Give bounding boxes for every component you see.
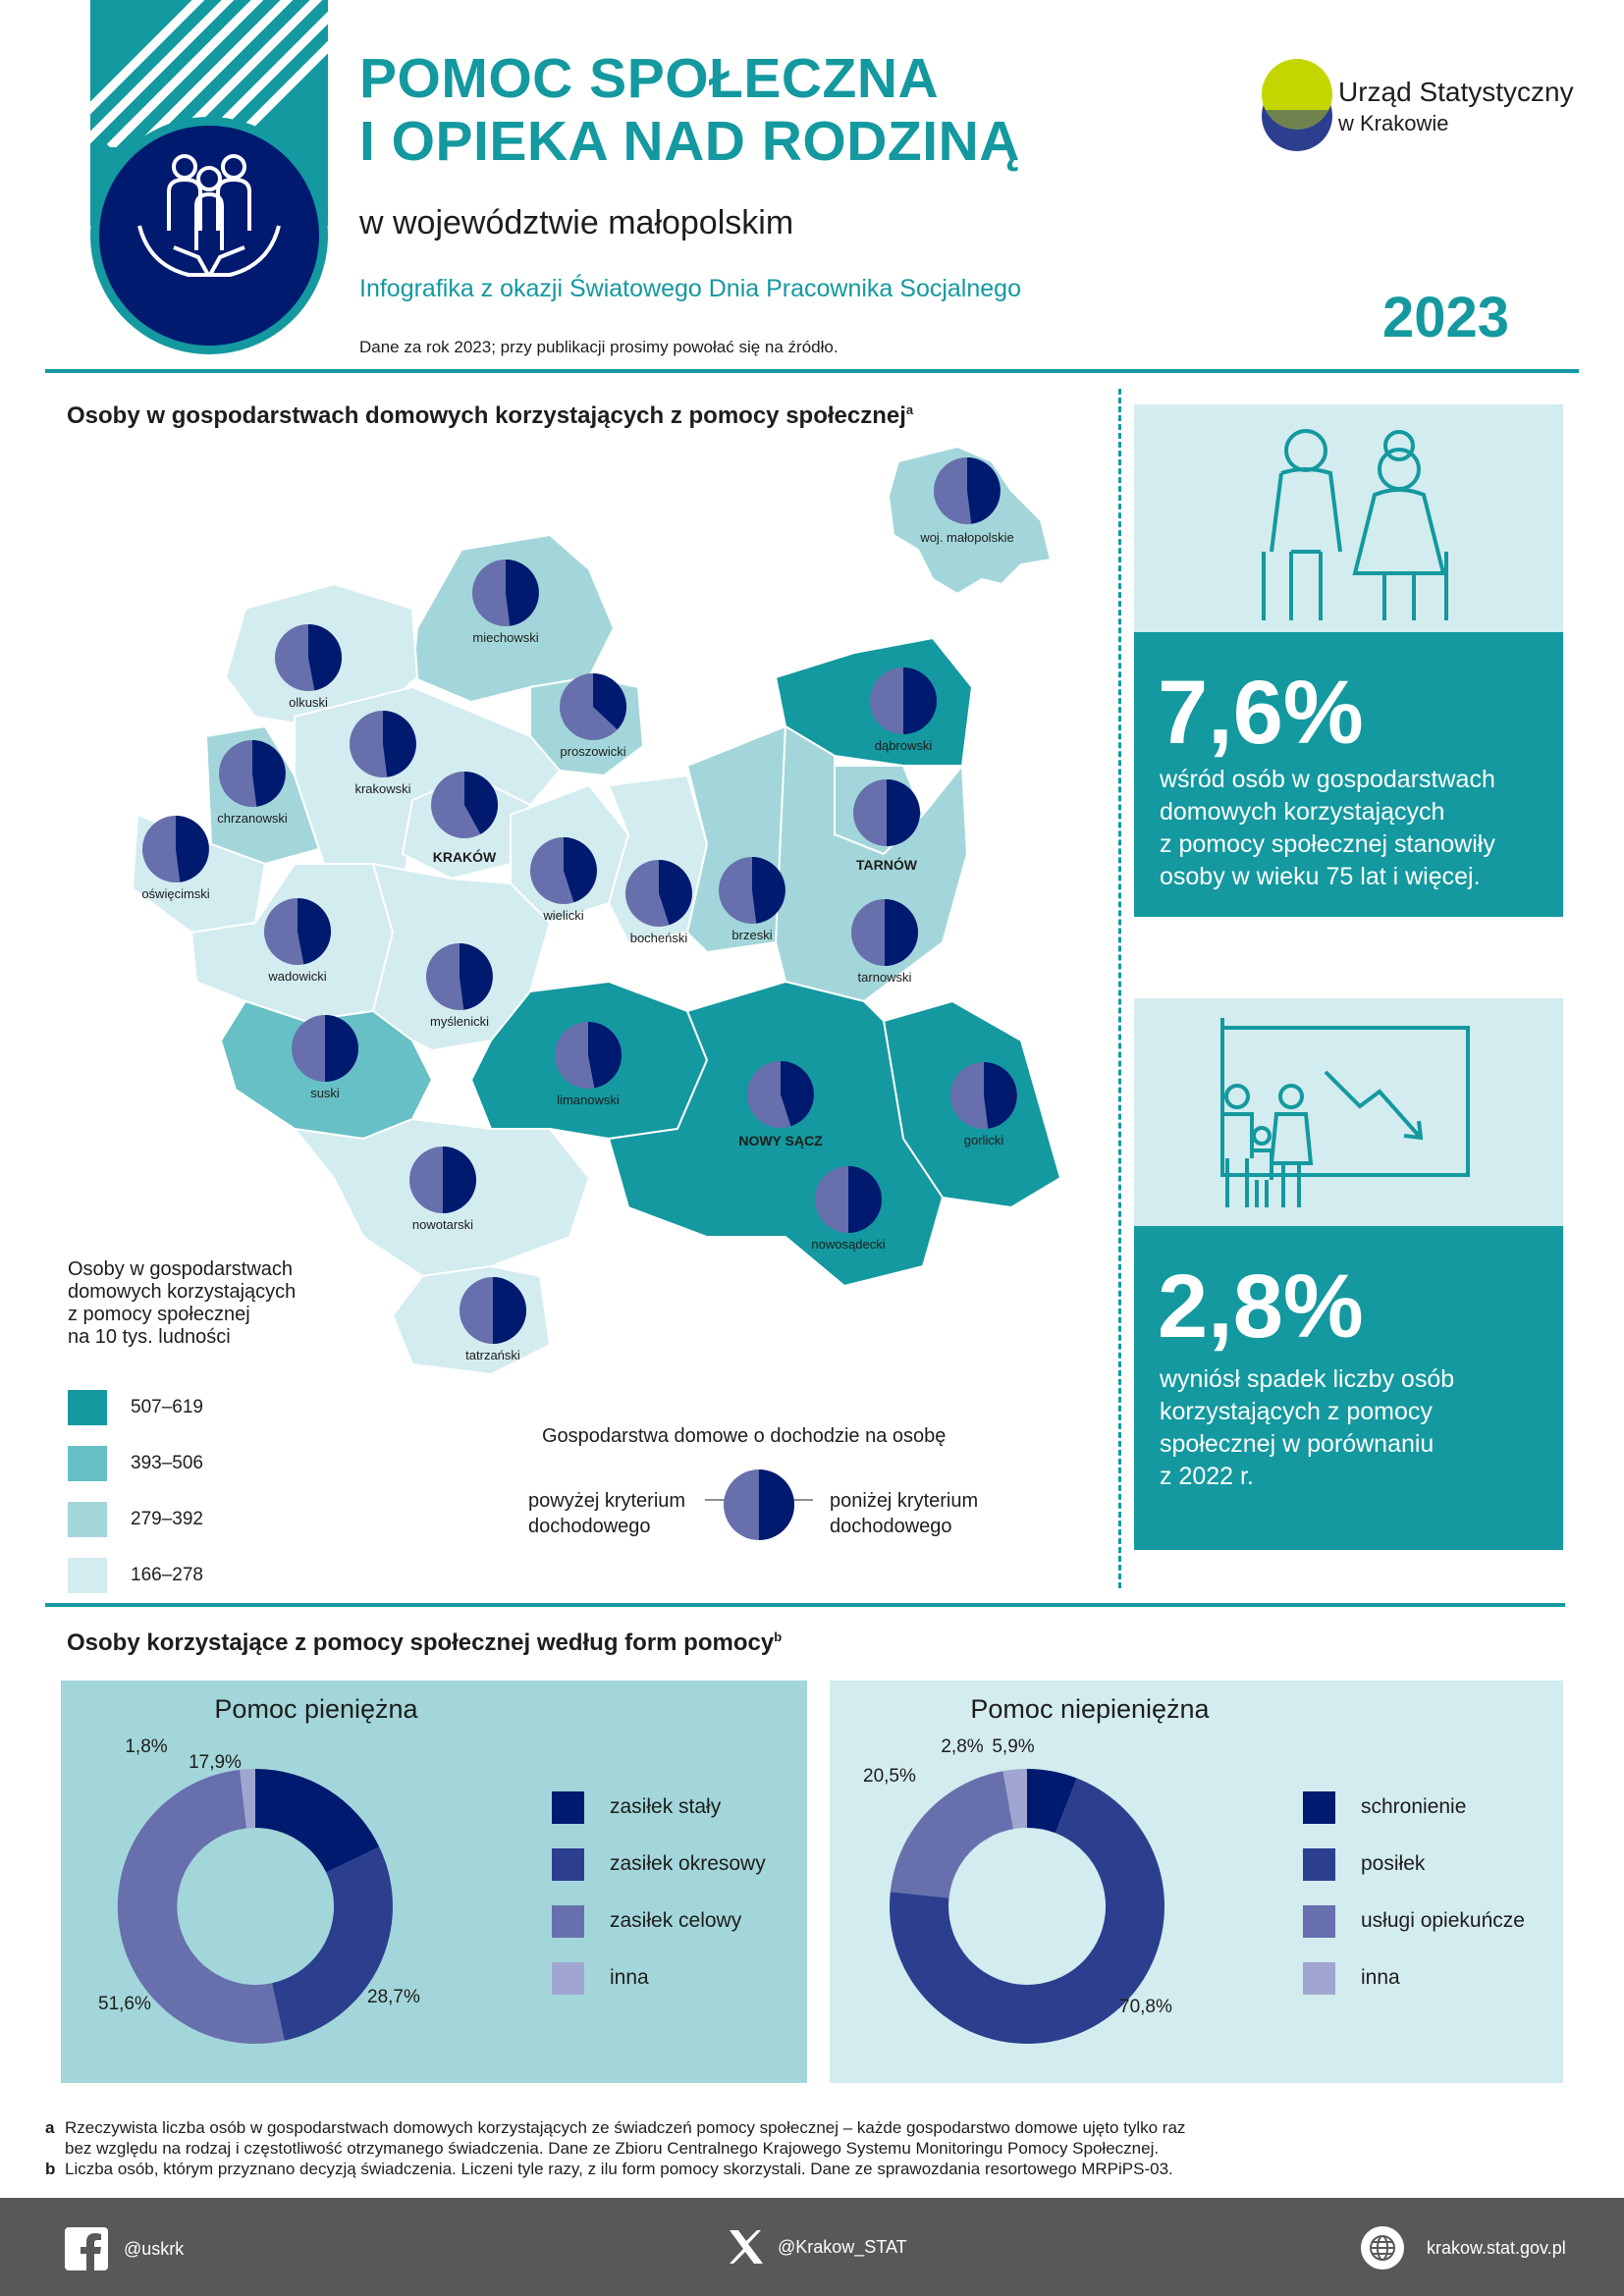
donut-value-label: 70,8% <box>1119 1997 1172 2017</box>
legend-row <box>68 1547 203 1603</box>
fact-1-value: 7,6% <box>1158 663 1364 763</box>
legend-swatch <box>68 1390 107 1425</box>
pie-legend-left <box>528 1488 685 1539</box>
tagline: Infografika z okazji Światowego Dnia Pracownika Socjalnego <box>359 275 1021 302</box>
legend-label: posiłek <box>1361 1852 1426 1875</box>
noncash-aid-title: Pomoc niepieniężna <box>970 1694 1210 1724</box>
fact-1-line: z pomocy społecznej stanowiły <box>1160 830 1495 858</box>
fact-2-line: społecznej w porównaniu <box>1160 1430 1435 1458</box>
forms-section-footnote-mark: b <box>774 1629 783 1644</box>
county-label: woj. małopolskie <box>920 530 1014 545</box>
county-pie-tatrzanski <box>460 1277 526 1362</box>
office-logo-text <box>1338 77 1574 139</box>
logo-line-1: Urząd Statystyczny <box>1338 77 1574 107</box>
section-divider <box>1118 389 1121 1588</box>
county-label: krakowski <box>354 781 411 796</box>
legend-row <box>68 1491 203 1547</box>
county-label: suski <box>310 1086 340 1100</box>
county-pie-bochenski <box>625 860 692 945</box>
legend-swatch <box>1303 1848 1335 1881</box>
legend-swatch <box>1303 1791 1335 1824</box>
fact-1-line: domowych korzystających <box>1160 798 1445 826</box>
county-pie-wadowicki <box>264 898 331 984</box>
legend-swatch <box>68 1446 107 1481</box>
county-pie-nowotarski <box>409 1147 476 1232</box>
fact-2-value: 2,8% <box>1158 1256 1364 1357</box>
noncash-aid-panel <box>830 1681 1563 2083</box>
footer <box>0 2198 1624 2296</box>
donut-value-label: 1,8% <box>125 1736 168 1757</box>
county-label: nowotarski <box>411 1217 474 1232</box>
website-url: krakow.stat.gov.pl <box>1427 2237 1566 2258</box>
pie-legend-right-line: poniżej kryterium <box>830 1490 979 1512</box>
legend-label: schronienie <box>1361 1795 1467 1818</box>
legend-swatch <box>1303 1962 1335 1995</box>
donut-slice-uslugi-opiekuncze <box>891 1771 1013 1897</box>
legend-swatch <box>68 1502 107 1537</box>
fact-2-text <box>1160 1363 1454 1493</box>
legend-label: zasiłek okresowy <box>610 1852 766 1875</box>
legend-row <box>68 1379 203 1435</box>
footnote-line: bez względu na rodzaj i częstotliwość otrzymanego świadczenia. Dane ze Zbioru Centralnego Krajowego Systemu Monitoringu Pomocy Społecznej. <box>65 2139 1160 2158</box>
legend-swatch <box>68 1558 107 1593</box>
legend-item <box>1303 1949 1525 2006</box>
fact-1-illustration-panel <box>1134 404 1563 632</box>
map-section-title <box>67 402 913 430</box>
county-pie-nowosadecki <box>811 1166 885 1252</box>
legend-range: 507–619 <box>131 1396 203 1417</box>
legend-item <box>1303 1836 1525 1893</box>
donut-value-label: 51,6% <box>98 1994 151 2014</box>
noncash-aid-donut <box>863 1735 1262 2078</box>
donut-value-label: 5,9% <box>992 1736 1035 1757</box>
county-label: nowosądecki <box>811 1237 886 1252</box>
cash-aid-donut <box>100 1735 493 2078</box>
legend-row <box>68 1435 203 1491</box>
pie-legend-title: Gospodarstwa domowe o dochodzie na osobę <box>542 1425 947 1447</box>
county-label: olkuski <box>289 695 328 710</box>
footnote-mark: a <box>45 2118 55 2137</box>
title-line-1: POMOC SPOŁECZNA <box>359 47 940 110</box>
globe-icon <box>1360 2225 1405 2270</box>
fact-2-line: z 2022 r. <box>1160 1463 1254 1490</box>
website-link[interactable] <box>1360 2225 1566 2270</box>
x-handle: @Krakow_STAT <box>778 2236 907 2257</box>
map-legend-title <box>68 1258 296 1349</box>
legend-item <box>552 1836 766 1893</box>
county-label: myślenicki <box>430 1014 489 1029</box>
pie-legend-right-line: dochodowego <box>830 1516 952 1537</box>
citation-note: Dane za rok 2023; przy publikacji prosimy powołać się na źródło. <box>359 338 839 356</box>
legend-swatch <box>1303 1905 1335 1938</box>
fact-1-line: osoby w wieku 75 lat i więcej. <box>1160 863 1481 890</box>
county-pie-myslenicki <box>426 943 493 1029</box>
noncash-aid-legend <box>1303 1779 1525 2006</box>
header-divider <box>45 369 1579 373</box>
legend-title-line: Osoby w gospodarstwach <box>68 1258 294 1280</box>
county-pie-proszowicki <box>560 673 626 759</box>
legend-title-line: z pomocy społecznej <box>68 1304 250 1325</box>
pie-legend-left-line: dochodowego <box>528 1516 651 1537</box>
donut-value-label: 2,8% <box>941 1736 984 1757</box>
forms-section-title <box>67 1629 782 1657</box>
fact-2-line: wyniósł spadek liczby osób <box>1160 1365 1455 1393</box>
elderly-couple-icon <box>1134 404 1563 632</box>
legend-label: zasiłek stały <box>610 1795 722 1818</box>
legend-range: 166–278 <box>131 1564 203 1585</box>
county-label: NOWY SĄCZ <box>738 1133 823 1148</box>
map-section-title-text: Osoby w gospodarstwach domowych korzystających z pomocy społecznej <box>67 402 906 429</box>
fact-1-panel <box>1134 632 1563 917</box>
fact-2-line: korzystających z pomocy <box>1160 1398 1433 1425</box>
cash-aid-legend <box>552 1779 766 2006</box>
cash-aid-panel <box>61 1681 807 2083</box>
legend-item <box>552 1949 766 2006</box>
county-label: KRAKÓW <box>432 849 497 865</box>
legend-swatch <box>552 1791 584 1824</box>
fact-1-line: wśród osób w gospodarstwach <box>1160 766 1495 793</box>
county-pie-oswiecimski <box>141 816 209 901</box>
x-link[interactable] <box>727 2227 907 2267</box>
county-label: wielicki <box>543 908 584 923</box>
legend-title-line: na 10 tys. ludności <box>68 1326 231 1348</box>
county-pie-krakow <box>431 772 498 865</box>
legend-item <box>1303 1779 1525 1836</box>
donut-slice-zasilek-okresowy <box>272 1847 393 2041</box>
footnote-b <box>45 2159 1173 2179</box>
legend-label: zasiłek celowy <box>610 1909 742 1932</box>
county-label: miechowski <box>472 630 539 645</box>
map-section-footnote-mark: a <box>905 402 914 417</box>
logo-line-2: w Krakowie <box>1338 111 1449 135</box>
pie-legend-left-line: powyżej kryterium <box>528 1490 686 1512</box>
county-label: brzeski <box>731 928 773 942</box>
legend-label: inna <box>1361 1966 1400 1989</box>
county-pie-tarnowski <box>851 899 918 985</box>
donut-value-label: 17,9% <box>189 1752 242 1773</box>
county-label: chrzanowski <box>217 811 288 826</box>
footnote-a <box>45 2117 1186 2159</box>
donut-value-label: 28,7% <box>367 1987 420 2007</box>
county-label: bocheński <box>629 931 688 945</box>
fact-2-panel <box>1134 1226 1563 1550</box>
county-pie-limanowski <box>555 1022 622 1107</box>
facebook-handle: @uskrk <box>124 2238 185 2259</box>
county-pie-dabrowski <box>870 667 937 753</box>
county-label: dąbrowski <box>874 738 933 753</box>
county-label: gorlicki <box>963 1133 1004 1148</box>
legend-item <box>552 1893 766 1949</box>
page-title <box>359 47 1020 173</box>
office-logo-icon <box>1259 59 1335 153</box>
forms-section-title-text: Osoby korzystające z pomocy społecznej według form pomocy <box>67 1629 775 1656</box>
county-pie-chrzanowski <box>217 740 288 826</box>
x-icon <box>727 2227 766 2267</box>
legend-item <box>1303 1893 1525 1949</box>
facebook-icon <box>65 2227 108 2270</box>
county-label: TARNÓW <box>856 857 917 873</box>
legend-title-line: domowych korzystających <box>68 1281 297 1303</box>
donut-value-label: 20,5% <box>863 1766 916 1787</box>
county-label: tarnowski <box>857 970 912 985</box>
family-decline-chart-icon <box>1134 998 1563 1226</box>
year: 2023 <box>1382 286 1510 349</box>
county-pie-miechowski <box>472 560 539 645</box>
footnote-line: Liczba osób, którym przyznano decyzją świadczenia. Liczeni tyle razy, z ilu form pomocy skorzystali. Dane ze sprawozdania resortowego MRPiPS-03. <box>65 2160 1173 2178</box>
legend-swatch <box>552 1848 584 1881</box>
county-label: tatrzański <box>465 1348 520 1362</box>
fact-2-illustration-panel <box>1134 998 1563 1226</box>
header-emblem <box>90 0 328 353</box>
legend-range: 393–506 <box>131 1452 203 1473</box>
pie-legend-sample <box>705 1468 813 1547</box>
cash-aid-title: Pomoc pieniężna <box>214 1694 418 1724</box>
legend-swatch <box>552 1905 584 1938</box>
legend-item <box>552 1779 766 1836</box>
county-pie-tarnow <box>853 779 920 873</box>
county-label: proszowicki <box>560 744 626 759</box>
county-label: wadowicki <box>268 969 327 984</box>
fact-1-text <box>1160 764 1495 893</box>
forms-divider <box>45 1603 1565 1607</box>
facebook-link[interactable] <box>65 2227 184 2270</box>
county-pie-krakowski <box>350 711 416 796</box>
pie-legend-right <box>830 1488 978 1539</box>
map-legend <box>68 1379 203 1603</box>
legend-label: usługi opiekuńcze <box>1361 1909 1525 1932</box>
county-label: limanowski <box>557 1093 620 1107</box>
footnote-mark: b <box>45 2160 56 2178</box>
legend-swatch <box>552 1962 584 1995</box>
legend-range: 279–392 <box>131 1508 203 1529</box>
footnote-line: Rzeczywista liczba osób w gospodarstwach domowych korzystających ze świadczeń pomocy społecznej – każde gospodarstwo domowe ujęto tylko raz <box>65 2118 1186 2137</box>
page-subtitle: w województwie małopolskim <box>359 204 794 241</box>
legend-label: inna <box>610 1966 649 1989</box>
title-line-2: I OPIEKA NAD RODZINĄ <box>359 110 1020 173</box>
county-label: oświęcimski <box>141 886 210 901</box>
